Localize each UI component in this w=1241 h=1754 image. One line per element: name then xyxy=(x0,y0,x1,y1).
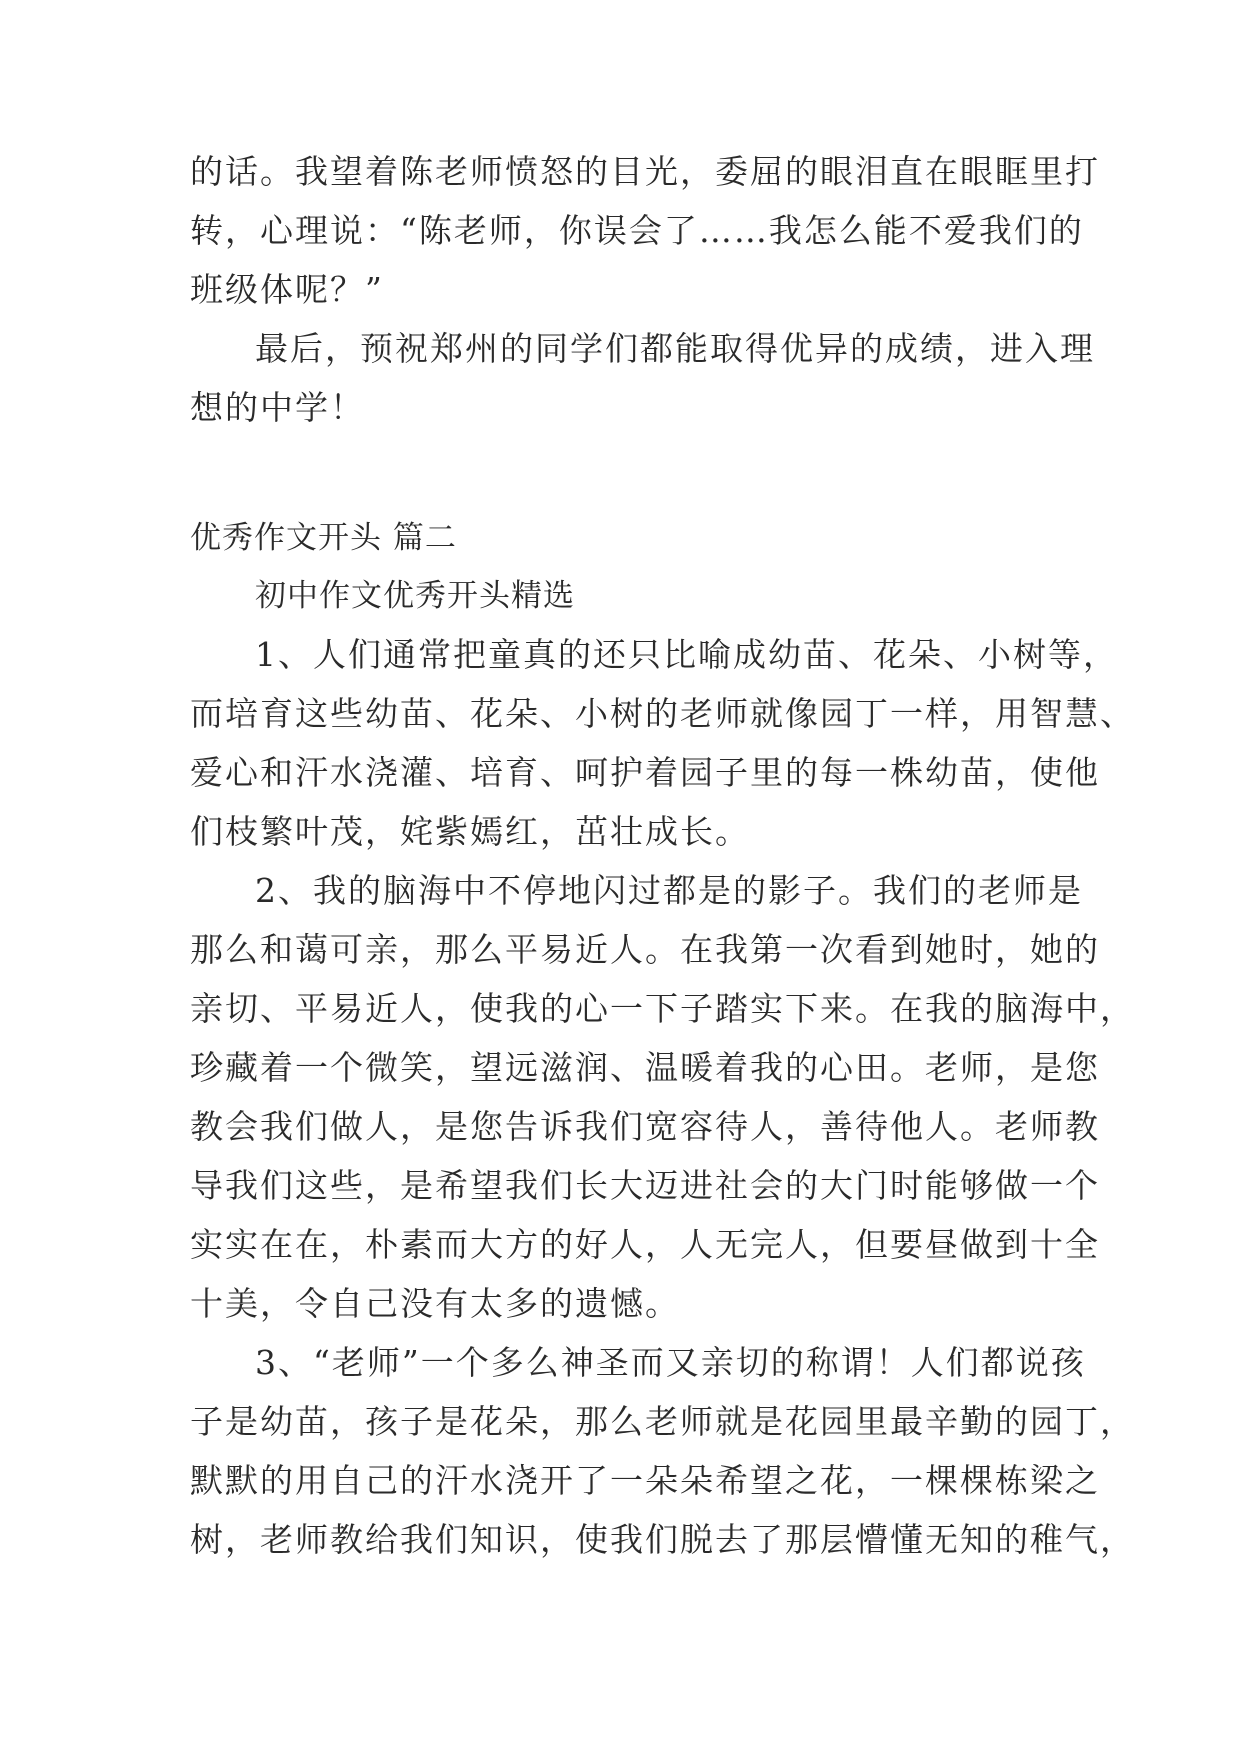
body-line: 转，心理说：“陈老师，你误会了……我怎么能不爱我们的 xyxy=(190,211,1084,250)
paragraph-2-line: 2、我的脑海中不停地闪过都是的影子。我们的老师是 xyxy=(255,871,1083,910)
paragraph-2-line: 珍藏着一个微笑，望远滋润、温暖着我的心田。老师，是您 xyxy=(190,1048,1100,1087)
paragraph-2-line: 十美，令自己没有太多的遗憾。 xyxy=(190,1284,680,1323)
paragraph-1-line: 爱心和汗水浇灌、培育、呵护着园子里的每一株幼苗，使他 xyxy=(190,753,1100,792)
body-line: 想的中学！ xyxy=(190,388,365,427)
paragraph-1-line: 而培育这些幼苗、花朵、小树的老师就像园丁一样，用智慧、 xyxy=(190,694,1135,733)
paragraph-1-line: 1、人们通常把童真的还只比喻成幼苗、花朵、小树等， xyxy=(255,635,1118,674)
paragraph-2-line: 教会我们做人，是您告诉我们宽容待人，善待他人。老师教 xyxy=(190,1107,1100,1146)
paragraph-2-line: 实实在在，朴素而大方的好人，人无完人，但要昼做到十全 xyxy=(190,1225,1100,1264)
paragraph-2-line: 那么和蔼可亲，那么平易近人。在我第一次看到她时，她的 xyxy=(190,930,1100,969)
paragraph-2-line: 亲切、平易近人，使我的心一下子踏实下来。在我的脑海中， xyxy=(190,989,1135,1028)
body-line: 班级体呢？” xyxy=(190,270,384,309)
section-heading: 优秀作文开头 篇二 xyxy=(190,520,457,556)
paragraph-3-line: 默默的用自己的汗水浇开了一朵朵希望之花，一棵棵栋梁之 xyxy=(190,1461,1100,1500)
section-subtitle: 初中作文优秀开头精选 xyxy=(255,578,575,614)
paragraph-3-line: 3、“老师”一个多么神圣而又亲切的称谓！人们都说孩 xyxy=(255,1343,1086,1382)
body-line: 的话。我望着陈老师愤怒的目光，委屈的眼泪直在眼眶里打 xyxy=(190,152,1100,191)
paragraph-3-line: 树，老师教给我们知识，使我们脱去了那层懵懂无知的稚气， xyxy=(190,1520,1135,1559)
paragraph-2-line: 导我们这些，是希望我们长大迈进社会的大门时能够做一个 xyxy=(190,1166,1100,1205)
paragraph-3-line: 子是幼苗，孩子是花朵，那么老师就是花园里最辛勤的园丁， xyxy=(190,1402,1135,1441)
paragraph-1-line: 们枝繁叶茂，姹紫嫣红，茁壮成长。 xyxy=(190,812,750,851)
body-line: 最后，预祝郑州的同学们都能取得优异的成绩，进入理 xyxy=(255,329,1095,368)
